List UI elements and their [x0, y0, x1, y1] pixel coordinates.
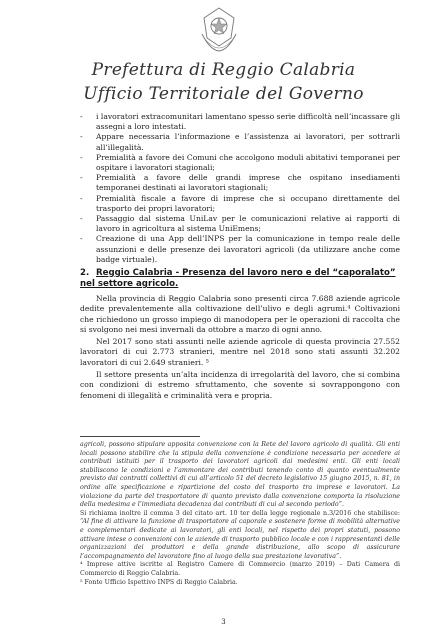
- prefecture-heading: Prefettura di Reggio Calabria: [91, 60, 356, 80]
- footnote-regional-law: [80, 510, 400, 562]
- footnote-regional-quote: “Al fine di attivare la funzione di trasportatore al caporale e sostenere forme di mobilità alternative e complementari dedicate ai lavoratori, gli enti locali, nel rispetto dei propri statuti, possono attivare intese o convenzioni con le aziende di trasporto pubblico locale e con i rappresentanti delle organizzazioni dei produttori e della grande distribuzione, allo scopo di assicurare l’accompagnamento del lavoratore fino al luogo della sua prestazione lavorativa”.: [80, 518, 400, 560]
- section-number: 2.: [80, 268, 90, 278]
- footnote-regional-prefix: Si richiama inoltre il comma 3 del citato art. 10 ter della legge regionale n.3/2016 che stabilisce:: [80, 509, 400, 517]
- list-item: - Passaggio dal sistema UniLav per le comunicazioni relative ai rapporti di lavoro in agricoltura al sistema UniEmens;: [80, 214, 400, 234]
- paragraph: Nella provincia di Reggio Calabria sono presenti circa 7.688 aziende agricole dedite prevalentemente alla coltivazione dell’ulivo e degli agrumi.⁴ Coltivazioni che richiedono un grosso impiego di manodopera per le operazioni di raccolta che si svolgono nei mesi invernali da ottobre a marzo di ogni anno.: [80, 294, 400, 334]
- page-number: 3: [221, 618, 226, 626]
- italian-republic-emblem-icon: [198, 4, 240, 54]
- footnote-separator: [80, 436, 200, 437]
- measures-list: [80, 112, 400, 265]
- footnotes: [80, 441, 400, 587]
- list-item: - Appare necessaria l’informazione e l’assistenza ai lavoratori, per sottrarli all’illegalità.: [80, 132, 400, 152]
- section-heading: [80, 268, 400, 290]
- footnote-4: ⁴ Imprese attive iscritte al Registro Camere di Commercio (marzo 2019) – Dati Camera di Commercio di Reggio Calabria.: [80, 561, 400, 577]
- list-item: - Creazione di una App dell’INPS per la comunicazione in tempo reale delle assunzioni e delle presenze dei lavoratori agricoli (da utilizzare anche come badge virtuale).: [80, 234, 400, 265]
- paragraph: Nel 2017 sono stati assunti nelle aziende agricole di questa provincia 27.552 lavoratori di cui 2.773 stranieri, mentre nel 2018 sono stati assunti 32.202 lavoratori di cui 2.649 stranieri. ⁵: [80, 337, 400, 367]
- footnote-5: ⁵ Fonte Ufficio Ispettivo INPS di Reggio Calabria.: [80, 578, 238, 586]
- list-item: - Premialità fiscale a favore di imprese che si occupano direttamente del trasporto dei propri lavoratori;: [80, 194, 400, 214]
- section-body: [80, 294, 400, 403]
- list-item: - i lavoratori extracomunitari lamentano spesso serie difficoltà nell’incassare gli assegni a loro intestati.: [80, 112, 400, 132]
- list-item: - Premialità a favore dei Comuni che accolgono moduli abitativi temporanei per ospitare i lavoratori stagionali;: [80, 153, 400, 173]
- footnote-continuation: agricoli, possono stipulare apposita convenzione con la Rete del lavoro agricolo di qualità. Gli enti locali possono stabilire che la stipula della convenzione è condizione necessaria per accedere ai contributi istituiti per il trasporto dei lavoratori agricoli dai medesimi enti. Gli enti locali stabiliscono le condizioni e l’ammontare dei contributi tenendo conto di quanto eventualmente previsto dai contratti collettivi di cui all’articolo 51 del decreto legislativo 15 giugno 2015, n. 81, in ordine alle specificazione e ripartizione del costo del trasporto tra imprese e lavoratori. La violazione da parte del trasportatore di quanto previsto dalla convenzione comporta la risoluzione della medesima e l’immediata decadenza dai contributi di cui al secondo periodo”.: [80, 441, 400, 509]
- office-heading: Ufficio Territoriale del Governo: [83, 84, 364, 104]
- list-item: - Premialità a favore delle grandi imprese che ospitano insediamenti temporanei destinati ai lavoratori stagionali;: [80, 173, 400, 193]
- section-title: Reggio Calabria - Presenza del lavoro nero e del “caporalato” nel settore agricolo.: [80, 268, 396, 289]
- paragraph: Il settore presenta un’alta incidenza di irregolarità del lavoro, che si combina con condizioni di estremo sfruttamento, che sovente si sovrappongono con fenomeni di illegalità e criminalità vera e propria.: [80, 370, 400, 400]
